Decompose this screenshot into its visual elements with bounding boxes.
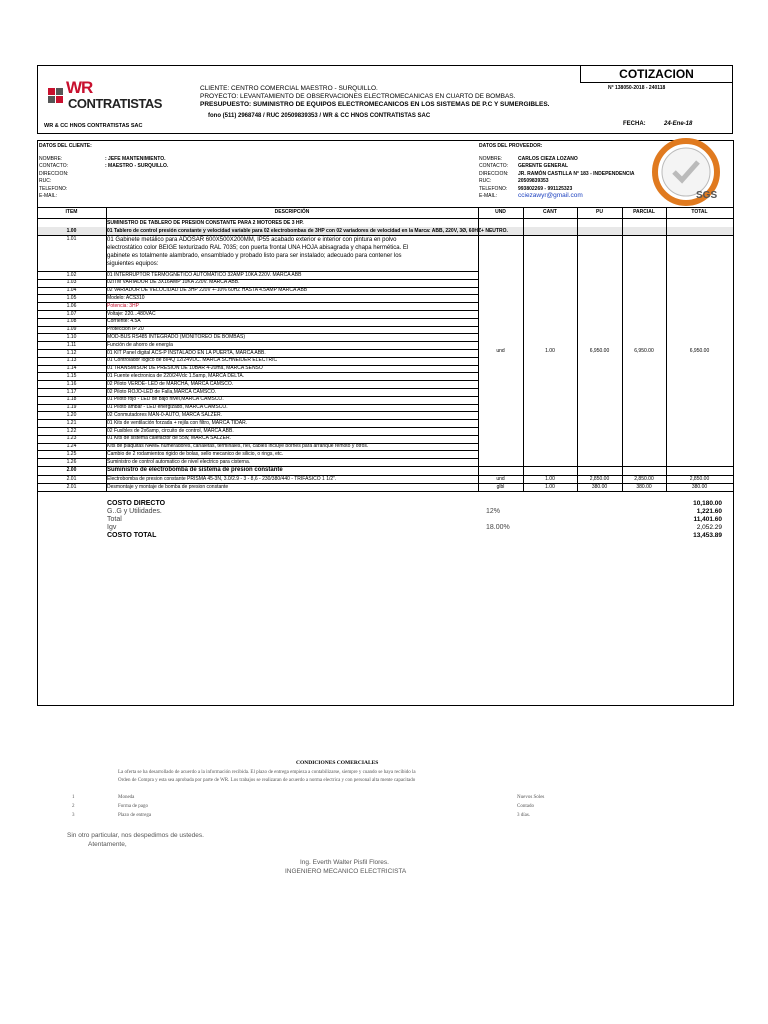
row-desc: Voltaje: 220...480VAC bbox=[107, 310, 156, 317]
row-desc: Corriente: 4.5A bbox=[107, 318, 141, 325]
totals-label: Igv bbox=[107, 524, 117, 531]
condicion-label: Plazo de entrega bbox=[118, 813, 152, 818]
row-item: 1.01 bbox=[66, 235, 77, 242]
row-item: 1.22 bbox=[66, 427, 77, 434]
row-item: 1.04 bbox=[66, 287, 77, 294]
row-item: 1.16 bbox=[66, 380, 77, 387]
logo-wr-text: WR bbox=[66, 78, 93, 97]
row-item: 1.09 bbox=[66, 326, 77, 333]
row-desc: gabinete es totalmente alambrado, ensamblado y probado listo para ser instalado; adecuado para contener los bbox=[107, 253, 402, 259]
row-desc: SUMINISTRO DE TABLERO DE PRESION CONSTANTE PARA 2 MOTORES DE 3 HP. bbox=[107, 219, 304, 226]
proveedor-label: CONTACTO: bbox=[479, 163, 508, 170]
table-header-descripción: DESCRIPCIÓN bbox=[274, 209, 310, 215]
row-item: 1.21 bbox=[66, 419, 77, 426]
row-desc: 01 Kits de ventilación forzada + rejila con filtro, MARCA TIDAR. bbox=[107, 419, 248, 426]
row-desc: electrostático color BEIGE texturizado RAL 7035; con puerta frontal UNA HOJA abisagrada y chapa hermética. El bbox=[107, 245, 409, 251]
closing-line1: Sin otro particular, nos despedimos de ustedes. bbox=[67, 832, 204, 839]
totals-value: 1,221.60 bbox=[696, 508, 722, 515]
cliente-label: CONTACTO: bbox=[39, 163, 68, 170]
table-header-item: ITEM bbox=[65, 209, 78, 215]
row-item: 1.10 bbox=[66, 333, 77, 340]
row-desc: Kits de plaquitas NAME numeradores, canaletas, terminales, riel, cables incluye bornes para arranque remoto y otros. bbox=[107, 443, 369, 450]
row-value: 1.00 bbox=[545, 483, 555, 490]
row-desc: siguientes equipos: bbox=[107, 261, 159, 267]
proveedor-title: DATOS DEL PROVEEDOR: bbox=[479, 143, 543, 149]
contacto-line: fono (511) 2968748 / RUC 20509839353 / WR & CC HNOS CONTRATISTAS SAC bbox=[208, 113, 431, 119]
condiciones-text2: Orden de Compra y esta sea aprobada por parte de WR. Los trabajos se realizaran de acuerdo a norma electrica y con personal alta mente capacitado bbox=[118, 778, 416, 783]
proyecto-line: PROYECTO: LEVANTAMIENTO DE OBSERVACIONES ELECTROMECANICAS EN CUARTO DE BOMBAS. bbox=[200, 93, 516, 100]
row-desc: Suministro de electrobomba de sistema de presion constante bbox=[107, 466, 283, 473]
cliente-title: DATOS DEL CLIENTE: bbox=[39, 143, 92, 149]
row-desc: 02 Piloto ROJO-LED de Falla,MARCA CAMSCO. bbox=[107, 388, 217, 395]
company-logo bbox=[46, 78, 162, 116]
totals-value: 10,180.00 bbox=[693, 500, 722, 507]
row-desc: Potencia: 3HP bbox=[107, 302, 139, 309]
table-header-total: TOTAL bbox=[691, 209, 708, 215]
row-desc: 01 Piloto rojo - LED de bajo nivel,MARCA CAMSCO. bbox=[107, 396, 224, 403]
proveedor-value: GERENTE GENERAL bbox=[518, 163, 569, 170]
row-item: 1.13 bbox=[66, 357, 77, 364]
group1-value: 1.00 bbox=[545, 347, 555, 354]
row-desc: 02 VARIADOR DE VELOCIDAD DE 3HP 220V +-10% 60HZ HASTA 4.5AMP MARCA ABB bbox=[107, 287, 308, 294]
proveedor-label: DIRECCION: bbox=[479, 170, 509, 177]
logo-contratistas-text: CONTRATISTAS bbox=[68, 96, 162, 111]
row-value: 380.00 bbox=[591, 483, 608, 490]
group1-value: und bbox=[496, 347, 505, 354]
grid-line bbox=[478, 207, 479, 491]
sgs-seal-icon bbox=[652, 138, 720, 206]
row-item: 1.24 bbox=[66, 443, 77, 450]
row-item: 1.00 bbox=[66, 227, 77, 234]
row-desc: Modelo: ACS310 bbox=[107, 294, 145, 301]
row-desc: 01 Gabinete metálico para ADOSAR 600X500X200MM, IP55 acabado exterior e interior con pintura en polvo bbox=[107, 237, 397, 243]
cliente-value: : MAESTRO - SURQUILLO. bbox=[105, 163, 169, 170]
condicion-number: 1 bbox=[72, 795, 75, 800]
row-item: 2.01 bbox=[66, 483, 77, 490]
totals-pct: 12% bbox=[486, 508, 501, 515]
company-name: WR & CC HNOS CONTRATISTAS SAC bbox=[44, 123, 143, 129]
condicion-number: 3 bbox=[72, 813, 75, 818]
presupuesto-line: PRESUPUESTO: SUMINISTRO DE EQUIPOS ELECTROMECANICOS EN LOS SISTEMAS DE P.C Y SUMERGIBLES. bbox=[200, 101, 550, 108]
row-item: 1.18 bbox=[66, 396, 77, 403]
row-value: und bbox=[496, 475, 505, 482]
proveedor-label: NOMBRE: bbox=[479, 156, 503, 162]
cliente-value: : JEFE MANTENIMIENTO. bbox=[105, 156, 166, 162]
row-desc: Suministro de control automatico de nivel electrico para cisterna. bbox=[107, 458, 251, 465]
row-desc: 01 Tablero de control presión constante y velocidad variable para 02 electrobombas de 3HP con 02 variadores de velocidad en la Marca: ABB, 220V, 3Ø, 60HZ+ NEUTRO. bbox=[107, 227, 508, 234]
row-desc: 02 Conmutadores MAN-0-AUTO, MARCA SALZER. bbox=[107, 411, 222, 418]
signature-name: Ing. Everth Walter Pisfil Flores. bbox=[300, 859, 389, 866]
row-item: 1.06 bbox=[66, 302, 77, 309]
row-desc: Desmontaje y montaje de bomba de presion constante bbox=[107, 483, 229, 490]
signature-title: INGENIERO MECANICO ELECTRICISTA bbox=[285, 868, 407, 875]
row-item: 1.26 bbox=[66, 458, 77, 465]
cubes-icon bbox=[46, 86, 66, 108]
row-desc: 01 Piloto ambar - LED energizado, MARCA CAMSCO. bbox=[107, 404, 228, 411]
proveedor-value: CARLOS CIEZA LOZANO bbox=[518, 156, 578, 162]
grid-line bbox=[622, 207, 623, 491]
table-header-parcial: PARCIAL bbox=[633, 209, 655, 215]
totals-label: G..G y Utilidades. bbox=[107, 508, 162, 515]
group1-value: 6,950.00 bbox=[634, 347, 654, 354]
row-item: 1.15 bbox=[66, 372, 77, 379]
proveedor-value: 993802269 - 991125323 bbox=[518, 185, 573, 192]
row-desc: 01 TRANSMISOR DE PRESION DE 10BAR 4-20ma, MARCA SENSO bbox=[107, 365, 263, 372]
cliente-label: RUC: bbox=[39, 178, 52, 185]
condicion-number: 2 bbox=[72, 804, 75, 809]
table-header-pu: PU bbox=[596, 209, 603, 215]
row-desc: Función de ahorro de energía bbox=[107, 341, 173, 348]
row-value: 2,850.00 bbox=[689, 475, 710, 482]
row-value: 2,850.00 bbox=[589, 475, 610, 482]
fecha-value: 24-Ene-18 bbox=[664, 121, 693, 127]
condiciones-text1: La oferta se ha desarrollado de acuerdo a la información recibida. El plazo de entrega empieza a contabilizarse, siempre y cuando se haya recibido la bbox=[118, 770, 416, 775]
seal-text: SGS bbox=[696, 190, 718, 201]
row-desc: 01 Kits de sistema calefactor de 55w, MARCA SALZER. bbox=[107, 435, 231, 442]
row-item: 1.02 bbox=[66, 271, 77, 278]
row-value: glbl bbox=[496, 483, 505, 490]
proveedor-label: RUC: bbox=[479, 178, 492, 185]
grid-line bbox=[523, 207, 524, 491]
row-desc: 01 Controlador logico de 8I/4Q 12/24VDC. MARCA SCHNEIDER ELECTRIC bbox=[107, 357, 278, 364]
grid-line bbox=[37, 491, 733, 492]
row-desc: Electrobomba de presion constante PRISMA 45-3N, 3.0/2.9 - 3 - 8,6 - 230/380/440 - TRIFASICO 1 1/2". bbox=[107, 475, 337, 482]
totals-label: COSTO DIRECTO bbox=[107, 500, 166, 507]
cliente-line: CLIENTE: CENTRO COMERCIAL MAESTRO - SURQUILLO. bbox=[200, 85, 378, 92]
proveedor-label: TELEFONO: bbox=[479, 185, 508, 192]
grid-line bbox=[577, 207, 578, 491]
row-value: 380.00 bbox=[691, 483, 708, 490]
row-item: 1.12 bbox=[66, 349, 77, 356]
row-desc: MOD-BUS RS485 INTEGRADO (MONITOREO DE BOMBAS) bbox=[107, 333, 245, 340]
row-item: 2.01 bbox=[66, 475, 77, 482]
cotizacion-title: COTIZACION bbox=[580, 65, 733, 83]
row-desc: Cambio de 2 rodamientos rigido de bolas, sello mecanico de silicio, o rings, etc. bbox=[107, 450, 284, 457]
row-desc: 01 Fuente electronica de 220/24Vdc 1.5amp, MARCA DELTA. bbox=[107, 372, 245, 379]
row-item: 1.19 bbox=[66, 404, 77, 411]
table-header-und: UND bbox=[495, 209, 506, 215]
row-item: 1.03 bbox=[66, 279, 77, 286]
row-item: 1.20 bbox=[66, 411, 77, 418]
row-item: 1.17 bbox=[66, 388, 77, 395]
table-header-cant: CANT bbox=[543, 209, 557, 215]
proveedor-email-link[interactable]: cciezawyr@gmail.com bbox=[518, 192, 583, 199]
condicion-label: Forma de pago bbox=[118, 804, 148, 809]
row-value: 1.00 bbox=[545, 475, 555, 482]
condicion-value: Contado bbox=[517, 804, 534, 809]
condicion-value: 3 días. bbox=[517, 813, 531, 818]
totals-value: 13,453.89 bbox=[693, 532, 722, 539]
group1-value: 6,950.00 bbox=[589, 347, 610, 354]
grid-line bbox=[666, 207, 667, 491]
proveedor-value: JR. RAMÓN CASTILLA N° 183 - INDEPENDENCIA bbox=[518, 170, 635, 177]
proveedor-value: 20509839353 bbox=[518, 178, 549, 185]
row-item: 1.11 bbox=[66, 341, 77, 348]
cliente-label: NOMBRE: bbox=[39, 156, 63, 162]
row-desc: 02 Fusibles de 2x6amp, circuito de control, MARCA ABB. bbox=[107, 427, 234, 434]
row-value: 2,850.00 bbox=[634, 475, 654, 482]
cliente-label: DIRECCION: bbox=[39, 170, 69, 177]
row-item: 1.05 bbox=[66, 294, 77, 301]
row-desc: 02ITM VARIADOR DE 3X16AMP 10KA 220V. MARCA ABB. bbox=[107, 279, 240, 286]
group1-value: 6,950.00 bbox=[689, 347, 710, 354]
cotizacion-number: N° 138050-2018 - 240118 bbox=[608, 85, 666, 91]
row-item: 1.07 bbox=[66, 310, 77, 317]
condicion-label: Moneda bbox=[118, 795, 135, 800]
condiciones-title: CONDICIONES COMERCIALES bbox=[296, 760, 379, 766]
totals-label: COSTO TOTAL bbox=[107, 532, 157, 539]
totals-value: 2,052.29 bbox=[696, 524, 722, 531]
row-value: 380.00 bbox=[636, 483, 652, 490]
totals-value: 11,401.60 bbox=[693, 516, 722, 523]
grid-line bbox=[106, 207, 107, 491]
row-item: 1.23 bbox=[66, 435, 77, 442]
proveedor-label: E-MAIL: bbox=[479, 193, 498, 199]
cliente-label: E-MAIL: bbox=[39, 193, 58, 199]
closing-line2: Atentamente, bbox=[88, 841, 127, 848]
totals-label: Total bbox=[107, 516, 122, 523]
row-item: 1.08 bbox=[66, 318, 77, 325]
row-desc: Protección IP 20 bbox=[107, 326, 144, 333]
row-desc: 01 INTERRUPTOR TERMOGNETICO AUTOMATICO 32AMP 10KA 220V. MARCA ABB bbox=[107, 271, 302, 278]
fecha-label: FECHA: bbox=[623, 121, 646, 127]
row-item: 2.00 bbox=[66, 467, 77, 473]
row-desc: 02 Piloto VERDE- LED de MARCHA, MARCA CAMSCO. bbox=[107, 380, 234, 387]
row-item: 1.14 bbox=[66, 365, 77, 372]
totals-pct: 18.00% bbox=[486, 524, 510, 531]
cliente-label: TELEFONO: bbox=[39, 185, 68, 192]
grid-line bbox=[37, 207, 733, 208]
row-item: 1.25 bbox=[66, 450, 77, 457]
condicion-value: Nuevos Soles bbox=[517, 795, 545, 800]
row-desc: 01 KIT Panel digital ACS-P INSTALADO EN LA PUERTA, MARCA ABB. bbox=[107, 349, 266, 356]
